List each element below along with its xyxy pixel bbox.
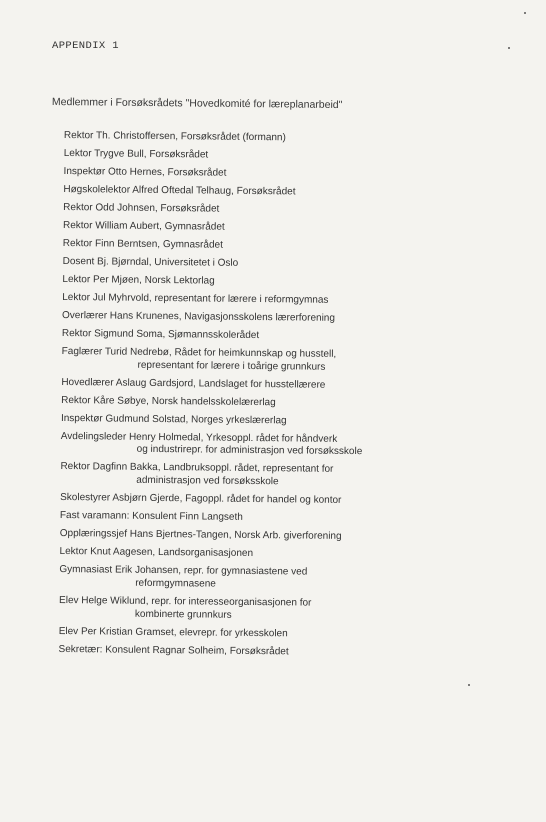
member-line: Rektor William Aubert, Gymnasrådet (62, 219, 225, 233)
member-entry (63, 256, 533, 274)
speck-mark (508, 47, 510, 49)
member-entry (63, 202, 533, 220)
member-entry (62, 274, 532, 292)
member-entry (62, 328, 532, 346)
member-line: Opplæringssjef Hans Bjertnes-Tangen, Norsk Arb. giverforening (59, 528, 342, 543)
member-line-continuation: representant for lærere i toårige grunnkurs (137, 359, 326, 373)
member-line: Skolestyrer Asbjørn Gjerde, Fagoppl. rådet for handel og kontor (60, 492, 342, 507)
member-line: Inspektør Gudmund Solstad, Norges yrkeslærerlag (60, 412, 287, 426)
member-line: Rektor Sigmund Soma, Sjømannsskolerådet (61, 327, 260, 341)
member-line: Lektor Per Mjøen, Norsk Lektorlag (62, 273, 215, 287)
member-entry (61, 431, 531, 462)
member-entry (59, 564, 529, 595)
appendix-label: APPENDIX 1 (52, 40, 120, 52)
member-entry (62, 310, 532, 328)
member-line: Lektor Jul Myhrvold, representant for lærere i reformgymnas (62, 291, 329, 306)
member-line: Hovedlærer Aslaug Gardsjord, Landslaget for husstellærere (61, 376, 326, 391)
member-entry (61, 395, 531, 413)
member-entry (61, 413, 531, 431)
member-entry (60, 492, 530, 510)
member-line-continuation: administrasjon ved forsøksskole (136, 474, 279, 488)
member-entry (63, 220, 533, 238)
member-entry (58, 644, 528, 662)
member-line: Elev Per Kristian Gramset, elevrepr. for yrkesskolen (58, 625, 288, 639)
member-entry (60, 510, 530, 528)
member-entry (59, 626, 529, 644)
member-line-continuation: og industrirepr. for administrasjon ved forsøksskole (136, 444, 363, 458)
member-line: Sekretær: Konsulent Ragnar Solheim, Forsøksrådet (58, 643, 289, 657)
member-entry (61, 346, 531, 377)
member-entry (63, 184, 533, 202)
speck-mark (524, 12, 526, 14)
member-line: Rektor Finn Berntsen, Gymnasrådet (62, 237, 223, 251)
member-line: Høgskolelektor Alfred Oftedal Telhaug, Forsøksrådet (63, 183, 296, 198)
member-line: Inspektør Otto Hernes, Forsøksrådet (63, 165, 227, 179)
member-entry (62, 292, 532, 310)
member-entry (64, 148, 534, 166)
committee-heading: Medlemmer i Forsøksrådets "Hovedkomité for læreplanarbeid" (51, 96, 343, 112)
member-line: Avdelingsleder Henry Holmedal, Yrkesoppl. rådet for håndverk (60, 430, 338, 445)
member-entry (60, 546, 530, 564)
member-line: Gymnasiast Erik Johansen, repr. for gymnasiastene ved (59, 564, 308, 578)
member-entry (59, 595, 529, 626)
member-entry (63, 166, 533, 184)
member-line: Faglærer Turid Nedrebø, Rådet for heimkunnskap og husstell, (61, 345, 337, 360)
member-line: Rektor Kåre Søbye, Norsk handelsskolelærerlag (61, 394, 276, 408)
member-line: Rektor Th. Christoffersen, Forsøksrådet (formann) (63, 130, 286, 144)
member-line: Rektor Dagfinn Bakka, Landbruksoppl. rådet, representant for (60, 461, 334, 476)
member-entry (61, 377, 531, 395)
member-entry (64, 130, 534, 148)
member-list (58, 130, 534, 666)
member-line: Fast varamann: Konsulent Finn Langseth (59, 510, 243, 523)
member-line: Lektor Knut Aagesen, Landsorganisasjonen (59, 546, 254, 560)
member-entry (63, 238, 533, 256)
member-line: Lektor Trygve Bull, Forsøksrådet (63, 147, 209, 161)
member-line: Rektor Odd Johnsen, Forsøksrådet (63, 201, 220, 215)
member-entry (60, 461, 530, 492)
member-line-continuation: reformgymnasene (135, 577, 216, 590)
speck-mark (468, 684, 470, 686)
member-line: Dosent Bj. Bjørndal, Universitetet i Oslo (62, 255, 239, 269)
member-entry (60, 528, 530, 546)
member-line-continuation: kombinerte grunnkurs (134, 608, 232, 621)
member-line: Overlærer Hans Krunenes, Navigasjonsskolens lærerforening (62, 309, 336, 324)
member-line: Elev Helge Wiklund, repr. for interesseorganisasjonen for (59, 594, 312, 609)
